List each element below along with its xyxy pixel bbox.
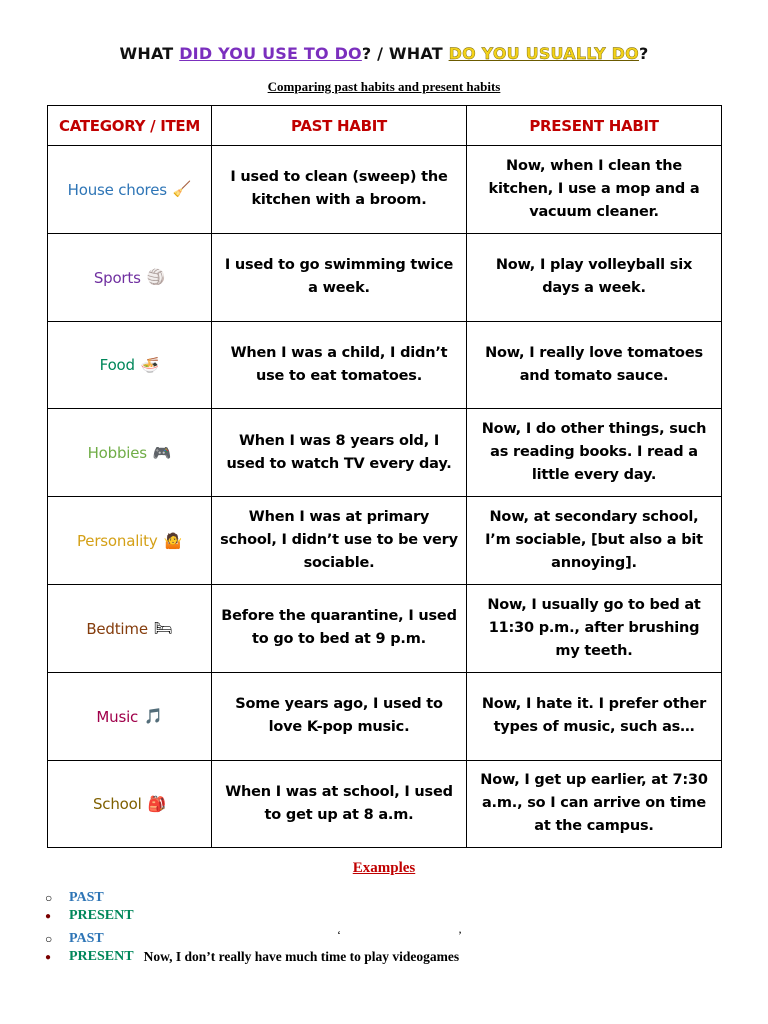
table-row	[48, 672, 722, 760]
present-habit-cell	[467, 760, 722, 848]
table-row	[48, 233, 722, 321]
present-habit-text: Now, I do other things, such as reading books. I read a little every day.	[481, 421, 707, 484]
category-label-wrap	[68, 181, 192, 199]
category-label-wrap	[94, 269, 165, 287]
present-habit-text: Now, I hate it. I prefer other types of music, such as…	[481, 696, 707, 736]
category-cell	[48, 760, 212, 848]
page-subtitle: Comparing past habits and present habits	[267, 79, 501, 94]
category-cell	[48, 409, 212, 497]
category-label: Music	[96, 707, 139, 726]
person-shrugging-icon: 🤷	[163, 531, 182, 550]
past-habit-text: I used to go swimming twice a week.	[224, 257, 454, 297]
present-habit-text: Now, when I clean the kitchen, I use a mop and a vacuum cleaner.	[488, 157, 700, 220]
header-past-habit: PAST HABIT	[212, 106, 467, 146]
school-backpack-icon: 🎒	[147, 794, 167, 813]
past-habit-cell	[212, 584, 467, 672]
title-part-past-question: DID YOU USE TO DO	[179, 44, 362, 63]
present-habit-cell	[467, 672, 722, 760]
table-row	[48, 321, 722, 409]
past-habit-text: When I was at school, I used to get up at 8 a.m.	[225, 783, 453, 823]
past-habit-cell	[212, 497, 467, 585]
past-habit-text: When I was at primary school, I didn’t use to be very sociable.	[220, 509, 458, 572]
example-item	[45, 907, 144, 925]
past-habit-cell	[212, 233, 467, 321]
example-item	[45, 948, 459, 966]
present-habit-cell	[467, 146, 722, 234]
title-part-present-question: DO YOU USUALLY DO	[448, 44, 639, 63]
present-habit-cell	[467, 233, 722, 321]
bed-icon: 🛏	[153, 619, 173, 638]
past-habit-text: Some years ago, I used to love K-pop music.	[235, 696, 443, 736]
examples-title: Examples	[352, 860, 416, 876]
past-habit-text: I used to clean (sweep) the kitchen with a broom.	[230, 169, 448, 209]
example-item	[45, 889, 114, 907]
example-label-past: PAST	[69, 931, 104, 946]
category-cell	[48, 497, 212, 585]
present-habit-text: Now, I play volleyball six days a week.	[495, 257, 693, 297]
example-label-present: PRESENT	[69, 949, 134, 964]
present-habit-text: Now, I really love tomatoes and tomato sauce.	[485, 344, 703, 384]
category-cell	[48, 233, 212, 321]
past-habit-cell	[212, 321, 467, 409]
music-notes-icon: 🎵	[144, 707, 163, 726]
present-habit-cell	[467, 497, 722, 585]
category-label-wrap	[77, 532, 182, 550]
past-habit-cell	[212, 672, 467, 760]
past-habit-cell	[212, 760, 467, 848]
open-quote-mark: ‘	[337, 928, 341, 942]
category-cell	[48, 672, 212, 760]
example-label-present: PRESENT	[69, 908, 134, 923]
present-habit-cell	[467, 321, 722, 409]
title-part-separator: ? / WHAT	[361, 44, 449, 63]
table-row	[48, 760, 722, 848]
table-row	[48, 497, 722, 585]
example-item	[45, 930, 114, 948]
header-present-habit: PRESENT HABIT	[467, 106, 722, 146]
category-label: Food	[99, 356, 135, 375]
broom-icon: 🧹	[172, 180, 192, 199]
page-title	[0, 44, 768, 63]
title-part-question-mark: ?	[638, 44, 649, 63]
category-label-wrap	[86, 620, 172, 638]
table-row	[48, 584, 722, 672]
category-label-wrap	[93, 795, 166, 813]
present-habit-cell	[467, 409, 722, 497]
table-row	[48, 146, 722, 234]
category-label-wrap	[96, 708, 162, 726]
category-label-wrap	[100, 356, 160, 374]
past-habit-cell	[212, 409, 467, 497]
table-row	[48, 409, 722, 497]
filled-circle-bullet-icon: ●	[45, 951, 52, 963]
category-label: School	[92, 795, 142, 814]
close-quote-mark: ’	[458, 928, 462, 942]
category-label: House chores	[67, 180, 167, 199]
category-label-wrap	[88, 444, 172, 462]
category-cell	[48, 321, 212, 409]
example-label-past: PAST	[69, 890, 104, 905]
present-habit-cell	[467, 584, 722, 672]
food-bowl-icon: 🍜	[140, 355, 160, 374]
present-habit-text: Now, I get up earlier, at 7:30 a.m., so I can arrive on time at the campus.	[480, 772, 708, 835]
past-habit-text: Before the quarantine, I used to go to bed at 9 p.m.	[221, 608, 457, 648]
category-cell	[48, 146, 212, 234]
category-label: Personality	[77, 532, 158, 551]
game-controller-icon: 🎮	[152, 443, 172, 462]
past-habit-cell	[212, 146, 467, 234]
category-label: Sports	[93, 268, 141, 287]
example-sentence: Now, I don’t really have much time to play videogames	[143, 949, 460, 964]
category-label: Bedtime	[86, 619, 148, 638]
habits-table	[47, 105, 722, 848]
table-header-row	[48, 106, 722, 146]
past-habit-text: When I was 8 years old, I used to watch TV every day.	[226, 432, 452, 472]
header-category: CATEGORY / ITEM	[48, 106, 212, 146]
present-habit-text: Now, I usually go to bed at 11:30 p.m., after brushing my teeth.	[487, 596, 701, 659]
category-cell	[48, 584, 212, 672]
title-part-what: WHAT	[119, 44, 180, 63]
open-circle-bullet-icon: ○	[45, 931, 53, 946]
open-circle-bullet-icon: ○	[45, 890, 53, 905]
present-habit-text: Now, at secondary school, I’m sociable, [but also a bit annoying].	[485, 509, 703, 572]
filled-circle-bullet-icon: ●	[45, 910, 52, 922]
volleyball-icon: 🏐	[146, 268, 166, 287]
category-label: Hobbies	[87, 444, 147, 463]
past-habit-text: When I was a child, I didn’t use to eat tomatoes.	[230, 344, 448, 384]
